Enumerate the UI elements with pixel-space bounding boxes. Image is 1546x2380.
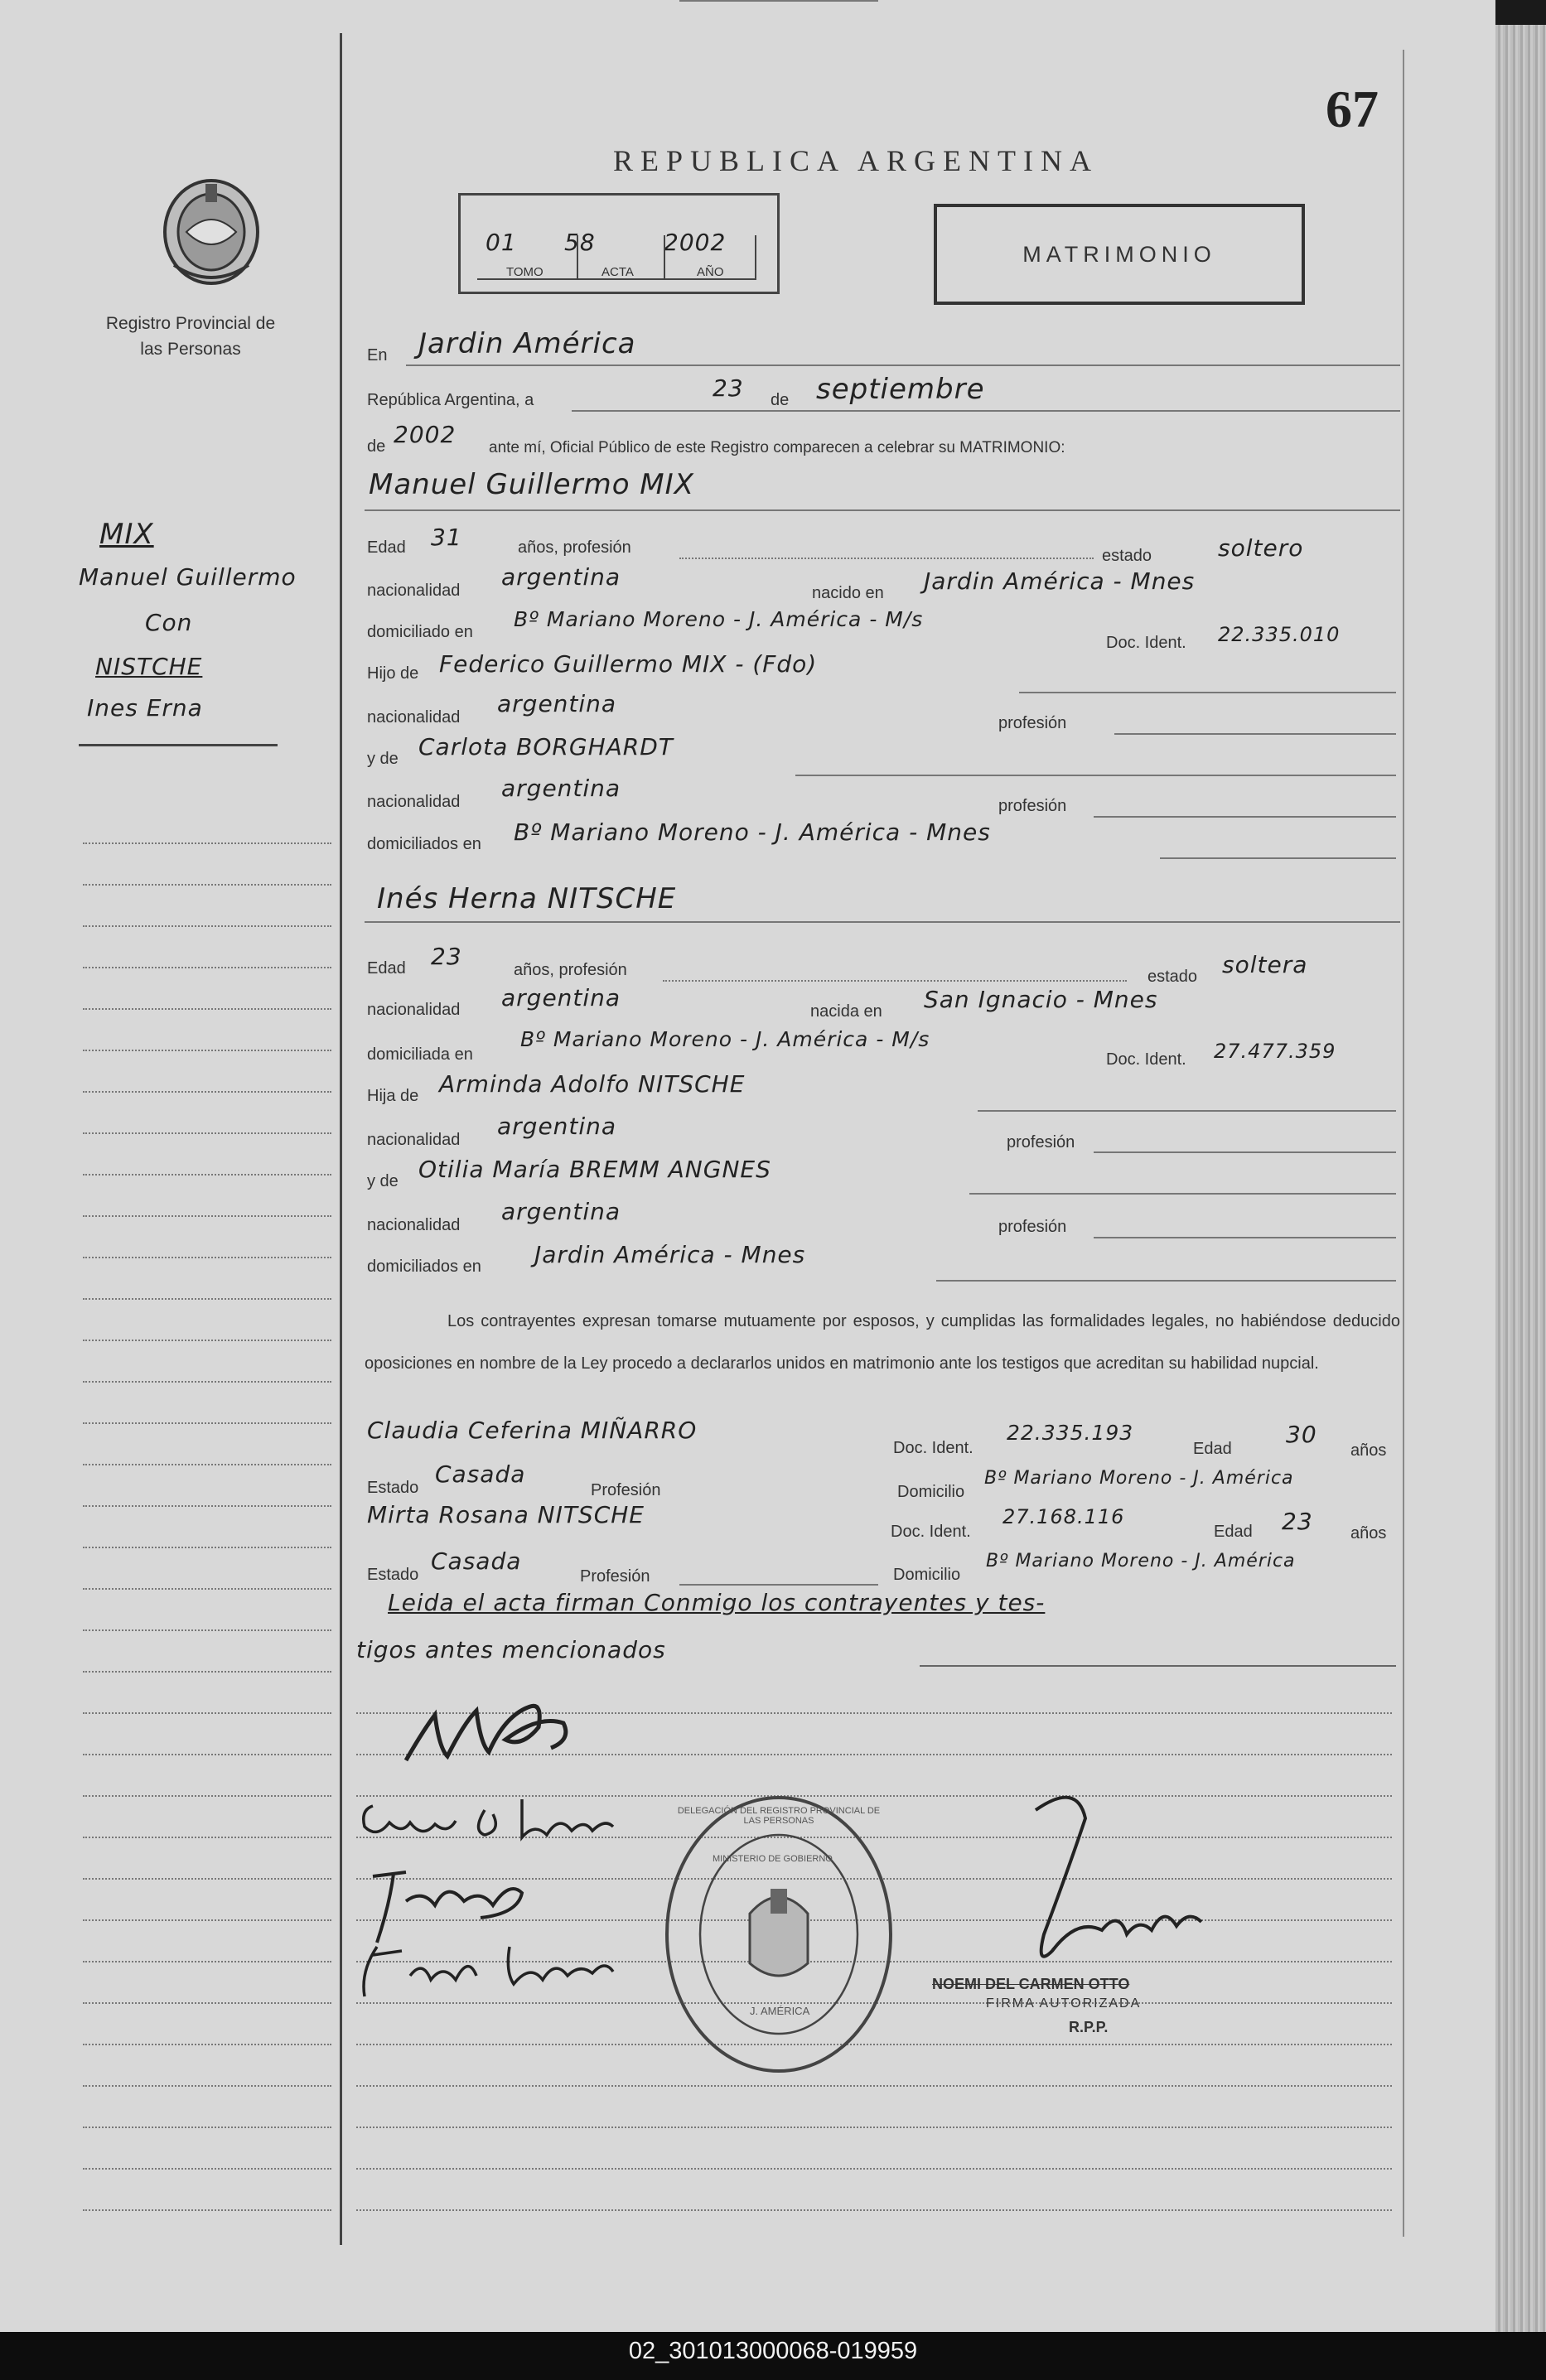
groom-madre-nac-label: nacionalidad <box>367 793 461 811</box>
groom-padre-nac-label: nacionalidad <box>367 708 461 727</box>
statement-text: ante mí, Oficial Público de este Registro comparecen a celebrar su MATRIMONIO: <box>489 439 1065 456</box>
place-value: Jardin América <box>418 327 636 360</box>
margin-note-given-names: Manuel Guillermo <box>79 563 297 591</box>
bride-nacionalidad-value: argentina <box>501 984 621 1011</box>
witness1-doc-label: Doc. Ident. <box>893 1439 973 1457</box>
witness1-profesion-rule <box>679 0 878 2</box>
bride-estado-value: soltera <box>1222 951 1308 978</box>
groom-padres-dom-rule <box>1160 857 1396 859</box>
witness1-edad-label: Edad <box>1193 1440 1232 1458</box>
month-value: septiembre <box>816 373 985 406</box>
groom-edad-value: 31 <box>431 524 462 551</box>
record-type-box: MATRIMONIO <box>934 204 1305 305</box>
groom-edad-label: Edad <box>367 538 406 557</box>
stamp-inner-text: MINISTERIO DE GOBIERNO <box>713 1854 833 1864</box>
groom-estado-label: estado <box>1102 547 1152 565</box>
groom-nacionalidad-value: argentina <box>501 563 621 591</box>
witness1-domicilio-value: Bº Mariano Moreno - J. América <box>984 1468 1294 1489</box>
official-name: NOEMI DEL CARMEN OTTO <box>932 1976 1130 1992</box>
bride-madre-prof-rule <box>1094 1237 1396 1238</box>
page-title: REPUBLICA ARGENTINA <box>613 144 1099 177</box>
bride-madre-nac-label: nacionalidad <box>367 1216 461 1234</box>
bride-padre-label: Hija de <box>367 1087 419 1105</box>
ano-label: AÑO <box>697 265 724 279</box>
witness2-name: Mirta Rosana NITSCHE <box>367 1501 645 1528</box>
acta-label: ACTA <box>601 265 634 279</box>
margin-note-surname: MIX <box>99 518 154 551</box>
de-label: de <box>771 391 790 409</box>
groom-padre-prof-rule <box>1114 733 1396 735</box>
bride-padre-prof-label: profesión <box>1007 1133 1075 1151</box>
bride-madre-label: y de <box>367 1172 399 1190</box>
stamp-bottom-text: J. AMÉRICA <box>750 2005 810 2017</box>
groom-madre-prof-label: profesión <box>998 797 1067 815</box>
coat-of-arms-icon <box>157 174 265 290</box>
groom-madre-nac-value: argentina <box>501 775 621 802</box>
groom-padre-nac-value: argentina <box>497 690 617 717</box>
bride-domicilio-value: Bº Mariano Moreno - J. América - M/s <box>520 1027 930 1051</box>
registro-label: Registro Provincial de las Personas <box>105 314 276 359</box>
bride-padres-dom-rule <box>936 1280 1396 1282</box>
closing-rule <box>920 1665 1396 1667</box>
bride-edad-label: Edad <box>367 959 406 978</box>
witness2-doc-value: 27.168.116 <box>1002 1505 1125 1528</box>
day-value: 23 <box>713 374 744 402</box>
groom-name: Manuel Guillermo MIX <box>369 468 694 501</box>
margin-note-bride-names: Ines Erna <box>87 694 203 722</box>
groom-profesion-label: años, profesión <box>518 538 631 557</box>
bride-padre-prof-rule <box>1094 1151 1396 1153</box>
bride-madre-prof-label: profesión <box>998 1218 1067 1236</box>
bride-domicilio-label: domiciliada en <box>367 1045 473 1064</box>
ano-value: 2002 <box>664 229 727 256</box>
bride-nacionalidad-label: nacionalidad <box>367 1001 461 1019</box>
republica-label: República Argentina, a <box>367 391 534 409</box>
bride-padre-nac-value: argentina <box>497 1113 617 1140</box>
bride-padre-value: Arminda Adolfo NITSCHE <box>439 1070 746 1098</box>
bride-madre-nac-value: argentina <box>501 1198 621 1225</box>
signature-witness1 <box>352 1930 634 2005</box>
tomo-value: 01 <box>486 229 517 256</box>
witness1-anos-label: años <box>1350 1441 1387 1460</box>
groom-madre-value: Carlota BORGHARDT <box>418 733 674 760</box>
groom-padre-value: Federico Guillermo MIX - (Fdo) <box>439 650 818 678</box>
groom-padres-dom-label: domiciliados en <box>367 835 481 853</box>
witness2-estado-value: Casada <box>431 1547 522 1575</box>
bride-edad-value: 23 <box>431 943 462 970</box>
witness2-anos-label: años <box>1350 1524 1387 1542</box>
witness2-profesion-label: Profesión <box>580 1567 650 1586</box>
record-box <box>458 193 780 294</box>
witness2-domicilio-label: Domicilio <box>893 1566 961 1584</box>
witness1-doc-value: 22.335.193 <box>1007 1421 1134 1445</box>
official-initials: R.P.P. <box>1069 2019 1109 2035</box>
groom-nacido-label: nacido en <box>812 584 884 602</box>
witness2-estado-label: Estado <box>367 1566 419 1584</box>
bride-madre-rule <box>969 1193 1396 1195</box>
closing-line2: tigos antes mencionados <box>356 1636 666 1663</box>
groom-domicilio-value: Bº Mariano Moreno - J. América - M/s <box>514 607 924 631</box>
bride-name-rule <box>365 921 1400 923</box>
witness2-profesion-rule <box>679 1584 878 1586</box>
stamp-outer-text: DELEGACIÓN DEL REGISTRO PROVINCIAL DE LAS PERSONAS <box>677 1806 881 1826</box>
groom-doc-value: 22.335.010 <box>1218 623 1341 646</box>
bride-doc-value: 27.477.359 <box>1214 1040 1336 1063</box>
en-label: En <box>367 346 388 364</box>
witness1-profesion-label: Profesión <box>591 1481 661 1499</box>
bride-doc-label: Doc. Ident. <box>1106 1050 1186 1069</box>
bride-padres-dom-value: Jardin América - Mnes <box>534 1241 806 1268</box>
groom-domicilio-label: domiciliado en <box>367 623 473 641</box>
signature-official <box>986 1785 1234 1984</box>
witness1-estado-label: Estado <box>367 1479 419 1497</box>
witness2-doc-label: Doc. Ident. <box>891 1523 971 1541</box>
bride-profesion-rule <box>663 980 1127 982</box>
witness1-domicilio-label: Domicilio <box>897 1483 965 1501</box>
bride-profesion-label: años, profesión <box>514 961 627 979</box>
bride-padres-dom-label: domiciliados en <box>367 1258 481 1276</box>
de2-label: de <box>367 437 386 456</box>
witness1-estado-value: Casada <box>435 1460 526 1488</box>
bride-padre-nac-label: nacionalidad <box>367 1131 461 1149</box>
groom-nacido-value: Jardin América - Mnes <box>924 567 1196 595</box>
witness2-edad-label: Edad <box>1214 1523 1253 1541</box>
bride-estado-label: estado <box>1147 968 1198 986</box>
margin-note-underline <box>79 744 278 746</box>
groom-doc-label: Doc. Ident. <box>1106 634 1186 652</box>
groom-padre-label: Hijo de <box>367 664 419 683</box>
witness2-domicilio-value: Bº Mariano Moreno - J. América <box>986 1551 1296 1571</box>
witness1-edad-value: 30 <box>1286 1421 1317 1448</box>
declaration-text: Los contrayentes expresan tomarse mutuamente por esposos, y cumplidas las formalidades legales, no habiéndose deducido oposiciones en nombre de la Ley procedo a declararlos unidos en matrimonio ante los testigos que acreditan su habilidad nupcial. <box>365 1312 1400 1373</box>
bride-name: Inés Herna NITSCHE <box>377 882 677 915</box>
groom-madre-rule <box>795 775 1396 776</box>
margin-note-con: Con <box>145 609 193 636</box>
witness1-name: Claudia Ceferina MIÑARRO <box>367 1417 698 1444</box>
groom-name-rule <box>365 509 1400 511</box>
signature-groom <box>398 1682 588 1773</box>
tomo-label: TOMO <box>506 265 544 279</box>
groom-padre-rule <box>1019 692 1396 693</box>
witness2-edad-value: 23 <box>1282 1508 1313 1535</box>
place-rule <box>406 364 1400 366</box>
groom-madre-prof-rule <box>1094 816 1396 818</box>
groom-nacionalidad-label: nacionalidad <box>367 582 461 600</box>
official-title: FIRMA AUTORIZADA <box>986 1996 1142 2011</box>
closing-line1: Leida el acta firman Conmigo los contrayentes y tes- <box>388 1589 1046 1616</box>
acta-value: 58 <box>564 229 596 256</box>
groom-padres-dom-value: Bº Mariano Moreno - J. América - Mnes <box>514 818 991 846</box>
date-rule <box>572 410 1400 412</box>
signature-bride <box>356 1789 621 1856</box>
page-number: 67 <box>1326 80 1379 138</box>
official-stamp <box>659 1789 899 2079</box>
bride-padre-rule <box>978 1110 1396 1112</box>
groom-estado-value: soltero <box>1218 534 1304 562</box>
right-border <box>1403 50 1404 2237</box>
margin-note-bride-surname: NISTCHE <box>95 653 203 680</box>
bride-nacida-value: San Ignacio - Mnes <box>924 986 1158 1013</box>
groom-profesion-rule <box>679 558 1094 559</box>
bride-nacida-label: nacida en <box>810 1002 882 1021</box>
footer-image-id: 02_301013000068-019959 <box>628 2338 918 2364</box>
bride-madre-value: Otilia María BREMM ANGNES <box>418 1156 771 1183</box>
groom-padre-prof-label: profesión <box>998 714 1067 732</box>
margin-separator <box>340 33 342 2245</box>
page-edge <box>1495 25 1546 2336</box>
groom-madre-label: y de <box>367 750 399 768</box>
year-value: 2002 <box>394 421 457 448</box>
